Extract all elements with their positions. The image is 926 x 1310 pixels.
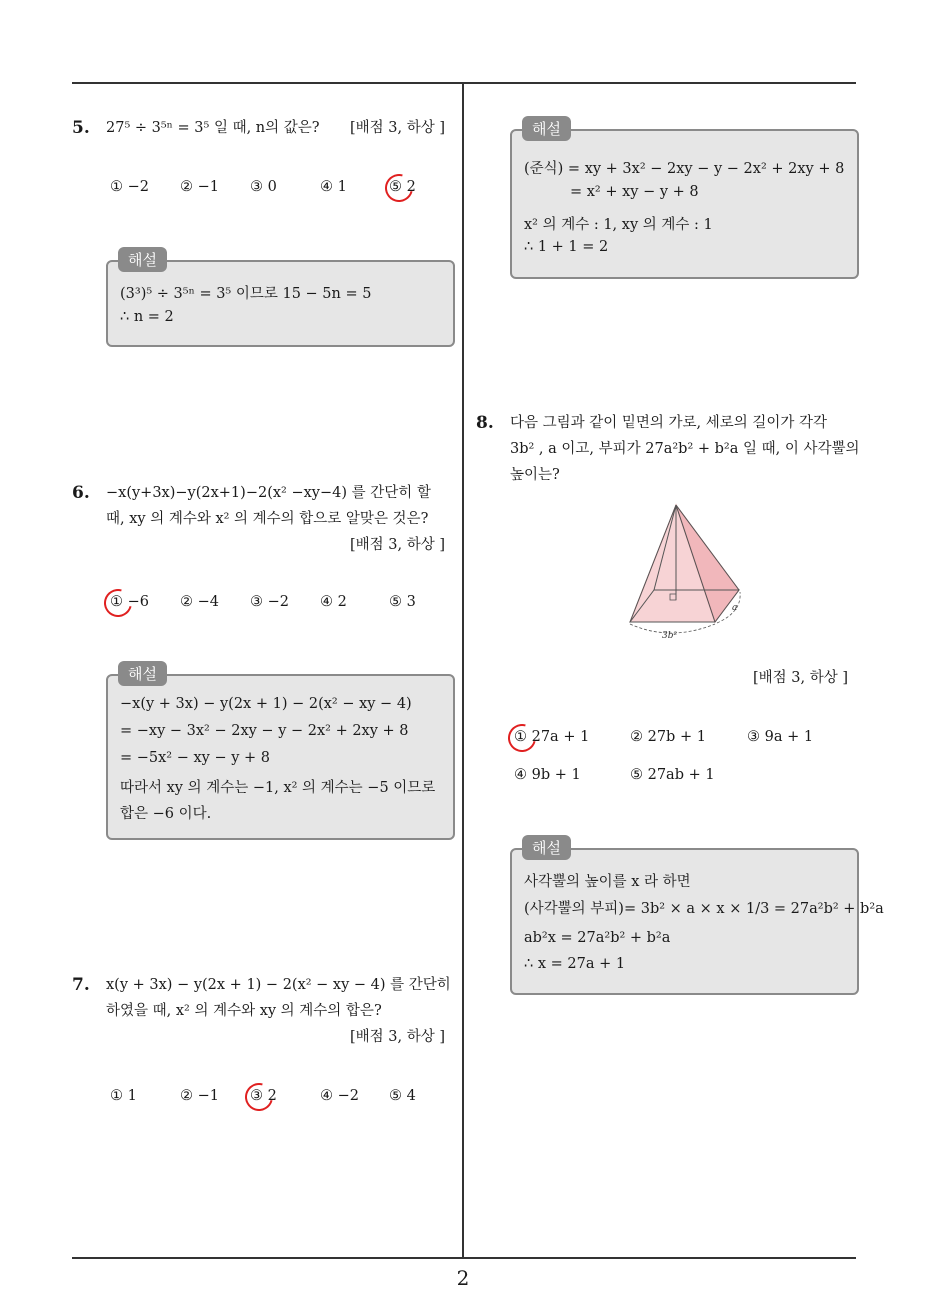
choice-1[interactable]: ① −6 <box>110 594 149 610</box>
choice-2[interactable]: ② 27b + 1 <box>630 729 706 745</box>
choice-3[interactable]: ③ 0 <box>250 179 277 195</box>
solution-line: 따라서 xy 의 계수는 −1, x² 의 계수는 −5 이므로 <box>120 780 436 796</box>
choice-4[interactable]: ④ 2 <box>320 594 347 610</box>
side-label: a <box>732 603 738 613</box>
score-label: [배점 3, 하상 ] <box>350 1029 446 1045</box>
score-label: [배점 3, 하상 ] <box>350 537 446 553</box>
page-number: 2 <box>456 1266 470 1290</box>
solution-box <box>106 260 455 347</box>
question-text: 하였을 때, x² 의 계수와 xy 의 계수의 합은? <box>106 1003 382 1019</box>
solution-line: = x² + xy − y + 8 <box>570 184 699 200</box>
answer-mark-circle <box>240 1078 278 1116</box>
top-rule <box>72 82 856 84</box>
choice-5[interactable]: ⑤ 4 <box>389 1088 416 1104</box>
answer-mark-circle <box>503 719 541 757</box>
question-text: −x(y+3x)−y(2x+1)−2(x² −xy−4) 를 간단히 할 <box>106 485 431 501</box>
bottom-rule <box>72 1257 856 1259</box>
solution-line: = −xy − 3x² − 2xy − y − 2x² + 2xy + 8 <box>120 723 409 739</box>
solution-line: (3³)⁵ ÷ 3⁵ⁿ = 3⁵ 이므로 15 − 5n = 5 <box>120 286 372 302</box>
answer-mark-circle <box>380 169 418 207</box>
base-label: 3b² <box>662 631 678 641</box>
choice-3[interactable]: ③ 9a + 1 <box>747 729 814 745</box>
score-label: [배점 3, 하상 ] <box>350 120 446 136</box>
question-text: 3b² , a 이고, 부피가 27a²b² + b²a 일 때, 이 사각뿔의 <box>510 441 860 457</box>
choice-4[interactable]: ④ 1 <box>320 179 347 195</box>
solution-line: ∴ n = 2 <box>120 309 174 325</box>
question-text: 27⁵ ÷ 3⁵ⁿ = 3⁵ 일 때, n의 값은? <box>106 120 320 136</box>
choice-5[interactable]: ⑤ 27ab + 1 <box>630 767 715 783</box>
solution-line: ∴ x = 27a + 1 <box>524 956 626 972</box>
choice-1[interactable]: ① 1 <box>110 1088 137 1104</box>
choice-2[interactable]: ② −1 <box>180 179 219 195</box>
question-text: 높이는? <box>510 467 560 483</box>
choice-4[interactable]: ④ −2 <box>320 1088 359 1104</box>
column-divider <box>462 84 464 1258</box>
solution-line: (준식) = xy + 3x² − 2xy − y − 2x² + 2xy + 8 <box>524 161 845 177</box>
question-number: 5. <box>72 118 90 138</box>
solution-line: 합은 −6 이다. <box>120 806 212 822</box>
solution-line: −x(y + 3x) − y(2x + 1) − 2(x² − xy − 4) <box>120 696 412 712</box>
solution-line: ∴ 1 + 1 = 2 <box>524 239 609 255</box>
choice-3[interactable]: ③ 2 <box>250 1088 277 1104</box>
solution-box <box>106 674 455 840</box>
choice-1[interactable]: ① 27a + 1 <box>514 729 590 745</box>
solution-line: (사각뿔의 부피)= 3b² × a × x × 1/3 = 27a²b² + b²a <box>524 901 884 917</box>
solution-box <box>510 129 859 279</box>
solution-box <box>510 848 884 995</box>
solution-tag: 해설 <box>522 116 571 141</box>
solution-line: ab²x = 27a²b² + b²a <box>524 930 671 946</box>
choice-2[interactable]: ② −4 <box>180 594 219 610</box>
choice-1[interactable]: ① −2 <box>110 179 149 195</box>
question-text: x(y + 3x) − y(2x + 1) − 2(x² − xy − 4) 를 간단히 <box>106 977 451 993</box>
solution-tag: 해설 <box>522 835 571 860</box>
pyramid-figure <box>618 500 758 645</box>
solution-line: x² 의 계수 : 1, xy 의 계수 : 1 <box>524 217 713 233</box>
question-number: 6. <box>72 483 90 503</box>
question-number: 7. <box>72 975 90 995</box>
question-number: 8. <box>476 413 494 433</box>
choice-2[interactable]: ② −1 <box>180 1088 219 1104</box>
choice-5[interactable]: ⑤ 3 <box>389 594 416 610</box>
solution-line: = −5x² − xy − y + 8 <box>120 750 271 766</box>
solution-line: 사각뿔의 높이를 x 라 하면 <box>524 874 691 890</box>
question-text: 때, xy 의 계수와 x² 의 계수의 합으로 알맞은 것은? <box>106 511 429 527</box>
choice-3[interactable]: ③ −2 <box>250 594 289 610</box>
score-label: [배점 3, 하상 ] <box>753 670 849 686</box>
choice-4[interactable]: ④ 9b + 1 <box>514 767 581 783</box>
solution-tag: 해설 <box>118 661 167 686</box>
question-text: 다음 그림과 같이 밑면의 가로, 세로의 길이가 각각 <box>510 415 828 431</box>
choice-5[interactable]: ⑤ 2 <box>389 179 416 195</box>
answer-mark-circle <box>99 584 137 622</box>
solution-tag: 해설 <box>118 247 167 272</box>
